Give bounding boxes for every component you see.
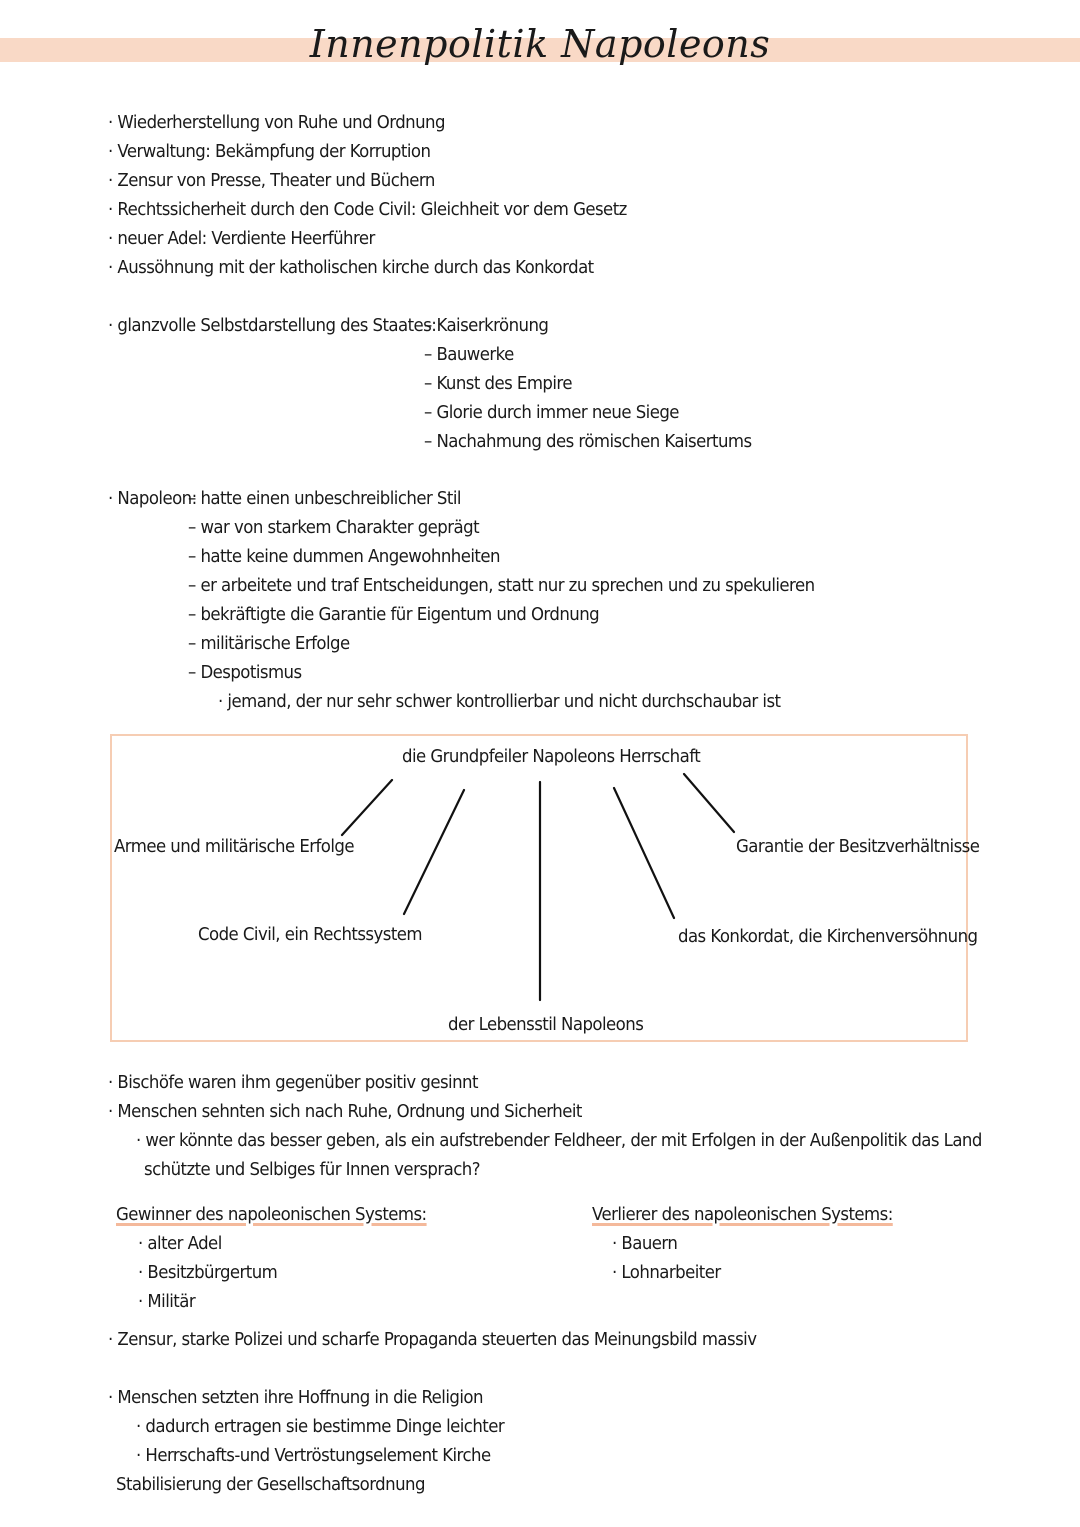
diagram-node-konkordat: das Konkordat, die Kirchenversöhnung <box>678 926 978 947</box>
diagram-node-lebensstil: der Lebensstil Napoleons <box>448 1014 644 1035</box>
list-item: · Aussöhnung mit der katholischen kirche durch das Konkordat <box>108 257 594 278</box>
zensur-note: · Zensur, starke Polizei und scharfe Propaganda steuerten das Meinungsbild massiv <box>108 1329 757 1350</box>
list-item: – Despotismus <box>188 662 302 683</box>
list-item: · Zensur von Presse, Theater und Büchern <box>108 170 435 191</box>
list-item: · dadurch ertragen sie bestimme Dinge leichter <box>136 1416 505 1437</box>
diagram-center-label: die Grundpfeiler Napoleons Herrschaft <box>402 746 701 767</box>
diagram-node-code-civil: Code Civil, ein Rechtssystem <box>198 924 422 945</box>
list-item: – hatte einen unbeschreiblicher Stil <box>188 488 461 509</box>
list-item: – Nachahmung des römischen Kaisertums <box>424 431 752 452</box>
list-item: – militärische Erfolge <box>188 633 350 654</box>
list-item: – Kaiserkrönung <box>424 315 549 336</box>
list-item: – war von starkem Charakter geprägt <box>188 517 480 538</box>
list-item: – hatte keine dummen Angewohnheiten <box>188 546 500 567</box>
list-item: – Kunst des Empire <box>424 373 572 394</box>
list-item: · Bischöfe waren ihm gegenüber positiv gesinnt <box>108 1072 478 1093</box>
list-item: · Menschen sehnten sich nach Ruhe, Ordnung und Sicherheit <box>108 1101 582 1122</box>
list-item: – bekräftigte die Garantie für Eigentum und Ordnung <box>188 604 600 625</box>
list-item: · Besitzbürgertum <box>138 1262 278 1283</box>
list-item: – er arbeitete und traf Entscheidungen, statt nur zu sprechen und zu spekulieren <box>188 575 815 596</box>
page-title: Innenpolitik Napoleons <box>309 22 771 66</box>
question-line-2: schützte und Selbiges für Innen versprach? <box>144 1159 480 1180</box>
list-item: · Wiederherstellung von Ruhe und Ordnung <box>108 112 445 133</box>
connector-konkordat <box>614 788 674 918</box>
gewinner-heading: Gewinner des napoleonischen Systems: <box>116 1204 427 1225</box>
list-item: · Rechtssicherheit durch den Code Civil: Gleichheit vor dem Gesetz <box>108 199 627 220</box>
despotismus-definition: · jemand, der nur sehr schwer kontrollierbar und nicht durchschaubar ist <box>218 691 781 712</box>
list-item: – Glorie durch immer neue Siege <box>424 402 679 423</box>
list-item: · Militär <box>138 1291 196 1312</box>
religion-lead: · Menschen setzten ihre Hoffnung in die Religion <box>108 1387 483 1408</box>
diagram-node-garantie: Garantie der Besitzverhältnisse <box>736 836 980 857</box>
list-item: · Herrschafts-und Vertröstungselement Kirche <box>136 1445 491 1466</box>
list-item: · Bauern <box>612 1233 678 1254</box>
connector-garantie <box>684 774 734 832</box>
napoleon-lead: · Napoleon: <box>108 488 197 509</box>
religion-conclusion: Stabilisierung der Gesellschaftsordnung <box>116 1474 425 1495</box>
list-item: · Lohnarbeiter <box>612 1262 721 1283</box>
diagram-node-armee: Armee und militärische Erfolge <box>114 836 355 857</box>
list-item: – Bauwerke <box>424 344 514 365</box>
connector-armee <box>342 780 392 835</box>
list-item: · Verwaltung: Bekämpfung der Korruption <box>108 141 431 162</box>
list-item: · alter Adel <box>138 1233 222 1254</box>
selbstdarstellung-lead: · glanzvolle Selbstdarstellung des Staates: <box>108 315 437 336</box>
question-line-1: · wer könnte das besser geben, als ein aufstrebender Feldheer, der mit Erfolgen in der Außenpolitik das Land <box>136 1130 982 1151</box>
connector-code-civil <box>404 790 464 914</box>
list-item: · neuer Adel: Verdiente Heerführer <box>108 228 375 249</box>
verlierer-heading: Verlierer des napoleonischen Systems: <box>592 1204 893 1225</box>
